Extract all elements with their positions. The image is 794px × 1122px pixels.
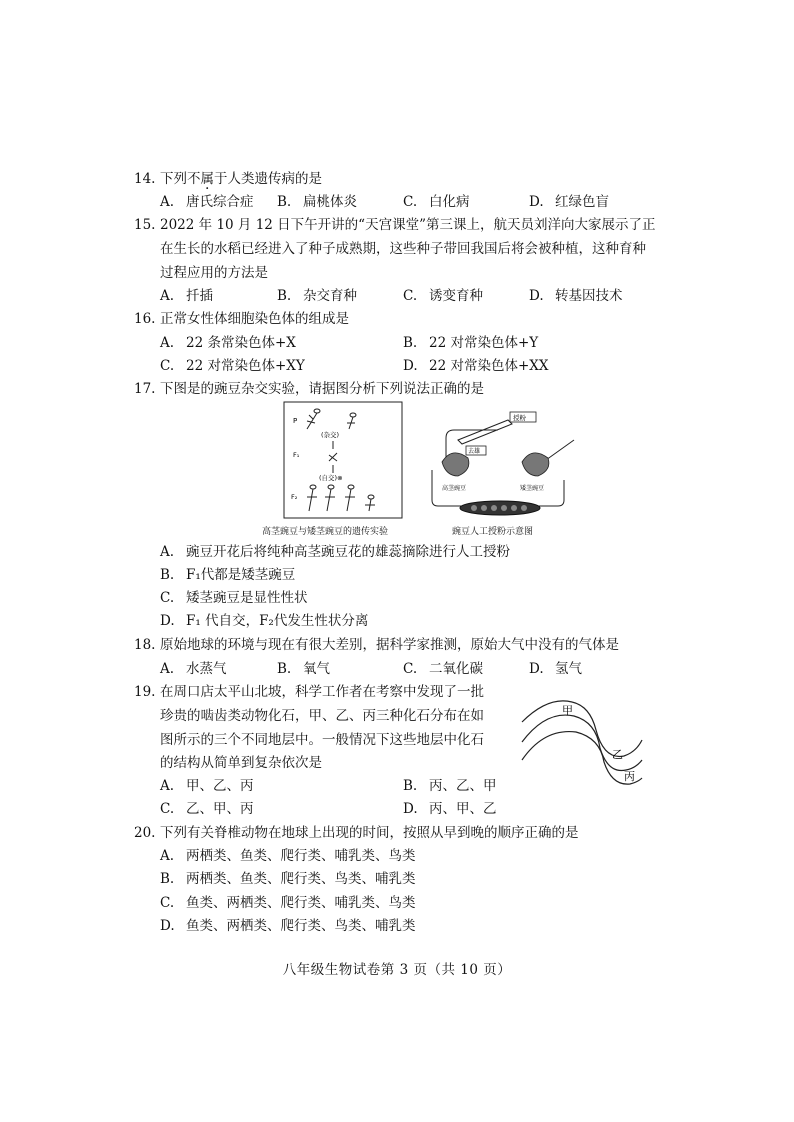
pea-pollination-figure (428, 410, 578, 520)
question-16-option-d: D. 22 对常染色体+XX (403, 358, 549, 374)
f1-label: F₁ (293, 451, 300, 459)
self-label: (自交)⊗ (319, 474, 343, 482)
question-17-option-c: C. 矮茎豌豆是显性性状 (160, 590, 308, 606)
emphasis-text: 不属于 (187, 171, 228, 187)
short-pea-label: 矮茎豌豆 (520, 485, 545, 492)
question-15-stem-line-2: 在生长的水稻已经进入了种子成熟期，这些种子带回我国后将会被种植，这种育种 (160, 241, 646, 257)
exam-page: 14. 下列不属于人类遗传病的是 A. 唐氏综合症 B. 扁桃体炎 C. 白化病 D. 红绿色盲 15. 2022 年 10 月 12 日下午开讲的“天宫课堂”第三课上，航天员刘洋向大家展示了正 在生长的水稻已经进入了种子成熟期，这些种子带回我国后将会被种植，这种育种 过程应用的方法是 A. 扦插 B. 杂交育种 C. 诱变育种 D. 转基因技术 16. 正常女性体细胞染色体的组成是 A. 22 条常染色体+X B. 22 对常染色体+Y C. 22 对常染色体+XY D. 22 对常染色体+XX 17. 下图是的豌豆杂交实验，请据图分析下列说法正确的是 P (杂交) F₁ (自交)⊗ F₂ 高茎豌豆与矮茎豌豆的遗传实验 授粉 去雄 高茎豌豆 矮茎豌豆 豌豆人工授粉示意图 A. 豌豆开花后将纯种高茎豌豆花的雄蕊摘除进行人工授粉 B. F₁代都是矮茎豌豆 C. 矮茎豌豆是显性性状 D. F₁ 代自交，F₂代发生性状分离 18. 原始地球的环境与现在有很大差别，据科学家推测，原始大气中没有的气体是 A. 水蒸气 B. 氧气 C. 二氧化碳 D. 氢气 19. 在周口店太平山北坡，科学工作者在考察中发现了一批 珍贵的啮齿类动物化石，甲、乙、丙三种化石分布在如 图所示的三个不同地层中。一般情况下这些地层中化石 的结构从简单到复杂依次是 甲 乙 丙 A. 甲、乙、丙 B. 丙、乙、甲 C. 乙、甲、丙 D. 丙、甲、乙 20. 下列有关脊椎动物在地球上出现的时间，按照从早到晚的顺序正确的是 A. 两栖类、鱼类、爬行类、哺乳类、鸟类 B. 两栖类、鱼类、爬行类、鸟类、哺乳类 C. 鱼类、两栖类、爬行类、哺乳类、鸟类 D. 鱼类、两栖类、爬行类、鸟类、哺乳类 八年级生物试卷第 3 页（共 10 页） (0, 0, 794, 1122)
question-16-option-b: B. 22 对常染色体+Y (403, 335, 539, 351)
pea-genetics-caption: 高茎豌豆与矮茎豌豆的遗传实验 (262, 527, 389, 537)
question-19-option-b: B. 丙、乙、甲 (403, 778, 497, 794)
tall-pea-label: 高茎豌豆 (442, 485, 467, 492)
question-17-option-a: A. 豌豆开花后将纯种高茎豌豆花的雄蕊摘除进行人工授粉 (160, 544, 510, 560)
question-15-option-d: D. 转基因技术 (529, 288, 623, 304)
stratum-bing-label: 丙 (624, 770, 635, 783)
stratum-yi-label: 乙 (612, 748, 623, 761)
cross-label: (杂交) (321, 431, 340, 439)
question-14-option-d: D. 红绿色盲 (529, 194, 609, 210)
page-footer: 八年级生物试卷第 3 页（共 10 页） (282, 962, 512, 978)
p-label: P (293, 417, 298, 425)
question-14-option-a: A. 唐氏综合症 (160, 194, 254, 210)
question-20-option-c: C. 鱼类、两栖类、爬行类、哺乳类、鸟类 (160, 895, 416, 911)
question-16-option-c: C. 22 对常染色体+XY (160, 358, 305, 374)
question-19-stem-line-3: 图所示的三个不同地层中。一般情况下这些地层中化石 (160, 732, 484, 748)
question-17-option-b: B. F₁代都是矮茎豌豆 (160, 567, 296, 583)
question-17-option-d: D. F₁ 代自交，F₂代发生性状分离 (160, 613, 369, 629)
question-19-option-d: D. 丙、甲、乙 (403, 801, 497, 817)
question-15-option-c: C. 诱变育种 (403, 288, 483, 304)
stratum-jia-label: 甲 (562, 704, 573, 717)
question-20-option-a: A. 两栖类、鱼类、爬行类、哺乳类、鸟类 (160, 848, 416, 864)
question-19-option-a: A. 甲、乙、丙 (160, 778, 254, 794)
question-19-stem-line-2: 珍贵的啮齿类动物化石，甲、乙、丙三种化石分布在如 (160, 708, 484, 724)
remove-stamen-label: 去雄 (468, 448, 481, 455)
question-14-option-b: B. 扁桃体炎 (277, 194, 357, 210)
question-18-option-b: B. 氧气 (277, 661, 330, 677)
question-16-option-a: A. 22 条常染色体+X (160, 335, 296, 351)
question-20-option-d: D. 鱼类、两栖类、爬行类、鸟类、哺乳类 (160, 918, 416, 934)
question-15-option-a: A. 扦插 (160, 288, 213, 304)
question-18-option-d: D. 氢气 (529, 661, 582, 677)
pollinate-label: 授粉 (513, 414, 526, 422)
pea-genetics-figure (283, 401, 403, 519)
question-19-stem-line-4: 的结构从简单到复杂依次是 (160, 755, 322, 771)
pea-pollination-caption: 豌豆人工授粉示意图 (452, 527, 534, 537)
question-15-stem-line-3: 过程应用的方法是 (160, 265, 268, 281)
question-18-option-c: C. 二氧化碳 (403, 661, 483, 677)
f2-label: F₂ (291, 493, 298, 501)
rock-strata-figure (520, 690, 645, 790)
question-19-option-c: C. 乙、甲、丙 (160, 801, 254, 817)
question-15-option-b: B. 杂交育种 (277, 288, 357, 304)
question-14-option-c: C. 白化病 (403, 194, 470, 210)
question-18-option-a: A. 水蒸气 (160, 661, 227, 677)
question-20-option-b: B. 两栖类、鱼类、爬行类、鸟类、哺乳类 (160, 871, 416, 887)
